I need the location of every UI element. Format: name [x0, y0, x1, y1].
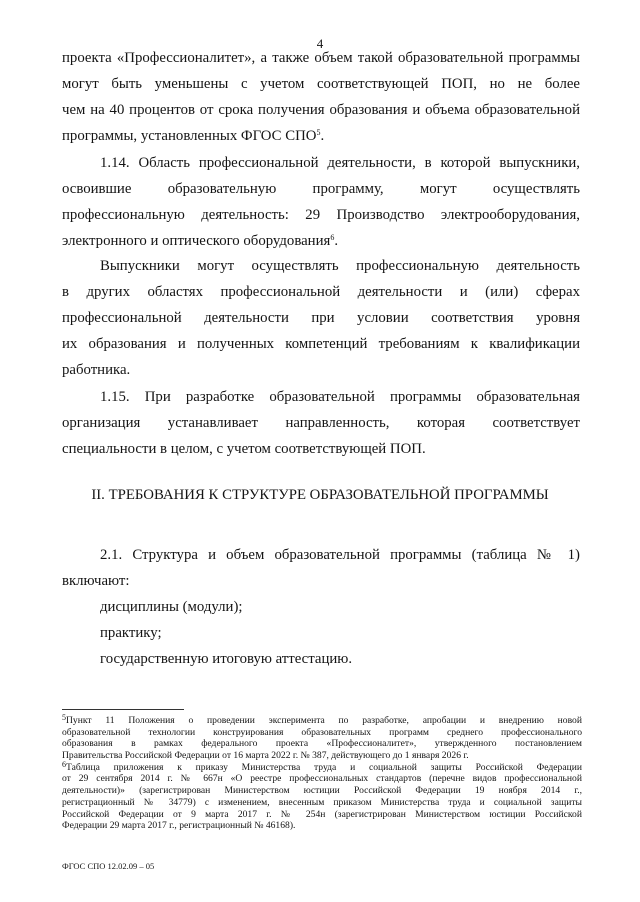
text-line: освоившие образовательную программу, могут осуществлять — [62, 181, 580, 197]
list-item: дисциплины (модули); — [100, 599, 243, 615]
page-number: 4 — [316, 36, 324, 51]
structure-list — [62, 594, 580, 672]
text-line: специальности в целом, с учетом соответствующей ПОП. — [62, 441, 426, 457]
text-fragment: Пункт 11 Положения о проведении эксперимента по разработке, апробации и внедрению новой — [66, 715, 582, 726]
footnote-line: Правительства Российской Федерации от 16 марта 2022 г. № 387, действующего до 1 января 2026 г. — [62, 750, 469, 762]
footnote-line: Федерации 29 марта 2017 г., регистрационный № 46168). — [62, 820, 296, 832]
paragraph-2-1 — [62, 542, 580, 594]
text-line: Выпускники могут осуществлять профессиональную деятельность — [100, 258, 580, 274]
footnote-6 — [62, 759, 582, 832]
text-fragment: Таблица приложения к приказу Министерства труда и социальной защиты Российской Федерации — [66, 761, 582, 773]
footnotes — [62, 715, 582, 832]
paragraph-1 — [62, 45, 580, 149]
footnote-mark-6: 6 — [62, 759, 66, 769]
paragraph-graduates — [62, 253, 580, 383]
text-line: организация устанавливает направленность, которая соответствует — [62, 415, 580, 431]
text-line: могут быть уменьшены с учетом соответствующей ПОП, но не более — [62, 76, 580, 92]
footnote-mark-5: 5 — [62, 713, 66, 722]
footnote-line: образования в рамках федерального проекта «Профессионалитет», утвержденного постановлением — [62, 738, 582, 750]
paragraph-1-15 — [62, 384, 580, 462]
paragraph-1-14 — [62, 150, 580, 254]
text-line: включают: — [62, 573, 130, 589]
text-fragment: электронного и оптического оборудования — [62, 233, 331, 249]
footnote-line: Российской Федерации от 9 марта 2017 г. № 254н (зарегистрирован Министерством юстиции Российской — [62, 808, 582, 820]
text-line: 1.14. Область профессиональной деятельности, в которой выпускники, — [100, 155, 580, 171]
footnote-ref-6: 6 — [330, 233, 335, 242]
list-item: практику; — [100, 625, 162, 641]
text-line — [62, 228, 580, 254]
text-line: в других областях профессиональной деятельности и (или) сферах — [62, 284, 580, 300]
footnote-line: образовательной технологии конструирования образовательных программ среднего профессионального — [62, 726, 582, 738]
text-fragment: программы, установленных ФГОС СПО — [62, 128, 317, 144]
text-line — [62, 123, 580, 149]
footnote-ref-5: 5 — [316, 128, 321, 137]
text-line: чем на 40 процентов от срока получения образования и объема образовательной — [62, 102, 580, 118]
footnote-line: регистрационный № 34779) с изменением, внесенным приказом Министерства труда и социальной защиты — [62, 796, 582, 808]
text-line: их образования и полученных компетенций требованиям к квалификации — [62, 336, 580, 352]
footnote-line: деятельности)» (зарегистрирован Министерством юстиции Российской Федерации 19 ноября 2014 г., — [62, 785, 582, 797]
text-line: 1.15. При разработке образовательной программы образовательная — [100, 389, 580, 405]
footnote-line — [62, 759, 582, 774]
text-line: профессиональной деятельности при условии соответствия уровня — [62, 310, 580, 326]
footnote-line — [62, 715, 582, 727]
list-item: государственную итоговую аттестацию. — [100, 651, 353, 667]
footnote-5 — [62, 715, 582, 762]
footnote-line: от 29 сентября 2014 г. № 667н «О реестре профессиональных стандартов (перечне видов профессиональной — [62, 773, 582, 785]
text-line: профессиональную деятельность: 29 Производство электрооборудования, — [62, 207, 580, 223]
text-line: 2.1. Структура и объем образовательной программы (таблица № 1) — [100, 547, 580, 563]
text-fragment: . — [334, 233, 339, 249]
section-heading: II. ТРЕБОВАНИЯ К СТРУКТУРЕ ОБРАЗОВАТЕЛЬНОЙ ПРОГРАММЫ — [91, 487, 549, 503]
text-line: работника. — [62, 362, 131, 378]
text-line: проекта «Профессионалитет», а также объем такой образовательной программы — [62, 50, 580, 66]
text-fragment: . — [320, 128, 325, 144]
footnote-divider — [62, 709, 184, 710]
document-code-footer: ФГОС СПО 12.02.09 – 05 — [62, 861, 155, 871]
